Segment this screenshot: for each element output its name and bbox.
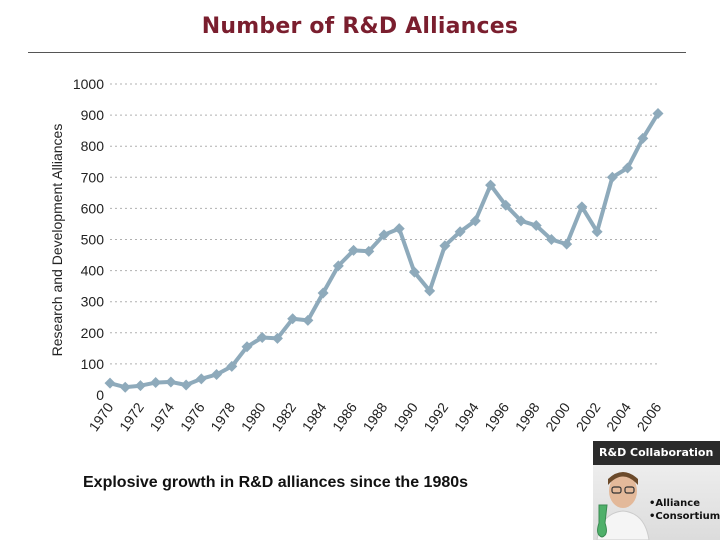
x-tick-label: 1996 bbox=[481, 399, 513, 435]
x-tick-label: 2006 bbox=[633, 399, 665, 435]
x-tick-label: 1984 bbox=[298, 399, 330, 435]
x-tick-label: 1986 bbox=[329, 399, 361, 435]
data-point bbox=[394, 223, 405, 234]
x-tick-label: 1994 bbox=[450, 399, 482, 435]
y-axis-label: Research and Development Alliances bbox=[49, 123, 65, 357]
x-tick-label: 1990 bbox=[389, 399, 421, 435]
x-tick-label: 1970 bbox=[85, 399, 117, 435]
y-tick-label: 800 bbox=[80, 138, 104, 155]
x-tick-label: 2000 bbox=[542, 399, 574, 435]
y-tick-label: 700 bbox=[80, 169, 104, 186]
data-point bbox=[165, 376, 176, 387]
x-tick-label: 1992 bbox=[420, 399, 452, 435]
x-tick-label: 1998 bbox=[511, 399, 543, 435]
data-point bbox=[120, 382, 131, 393]
x-tick-labels bbox=[85, 399, 664, 434]
x-tick-label: 1982 bbox=[268, 399, 300, 435]
thumbnail-item: •Consortium bbox=[649, 511, 720, 522]
data-point bbox=[135, 380, 146, 391]
y-tick-label: 500 bbox=[80, 231, 104, 248]
y-tick-label: 100 bbox=[80, 355, 104, 372]
data-point bbox=[196, 373, 207, 384]
x-tick-label: 2004 bbox=[603, 399, 635, 435]
slide-title: Number of R&D Alliances bbox=[201, 14, 519, 39]
y-tick-label: 600 bbox=[80, 200, 104, 217]
y-tick-label: 300 bbox=[80, 293, 104, 310]
data-point bbox=[105, 378, 116, 389]
slide-caption: Explosive growth in R&D alliances since the 1980s bbox=[83, 474, 469, 491]
thumbnail-item: •Alliance bbox=[649, 498, 700, 509]
scientist-icon bbox=[593, 465, 653, 540]
data-point bbox=[150, 377, 161, 388]
series-line bbox=[110, 114, 658, 388]
y-tick-label: 200 bbox=[80, 324, 104, 341]
thumbnail-image[interactable] bbox=[593, 441, 720, 540]
y-tick-labels bbox=[73, 76, 104, 403]
series-markers bbox=[105, 108, 664, 393]
y-tick-label: 900 bbox=[80, 107, 104, 124]
x-tick-label: 1972 bbox=[115, 399, 147, 435]
thumbnail-list bbox=[649, 497, 720, 523]
x-tick-label: 1978 bbox=[207, 399, 239, 435]
thumbnail-heading: R&D Collaboration bbox=[593, 441, 720, 465]
y-tick-label: 400 bbox=[80, 262, 104, 279]
x-tick-label: 1974 bbox=[146, 399, 178, 435]
x-tick-label: 1976 bbox=[176, 399, 208, 435]
x-tick-label: 2002 bbox=[572, 399, 604, 435]
y-tick-label: 0 bbox=[96, 387, 104, 403]
x-tick-label: 1980 bbox=[237, 399, 269, 435]
y-tick-label: 1000 bbox=[72, 76, 104, 92]
data-point bbox=[181, 380, 192, 391]
x-tick-label: 1988 bbox=[359, 399, 391, 435]
data-point bbox=[561, 239, 572, 250]
thumbnail-body bbox=[593, 465, 720, 540]
